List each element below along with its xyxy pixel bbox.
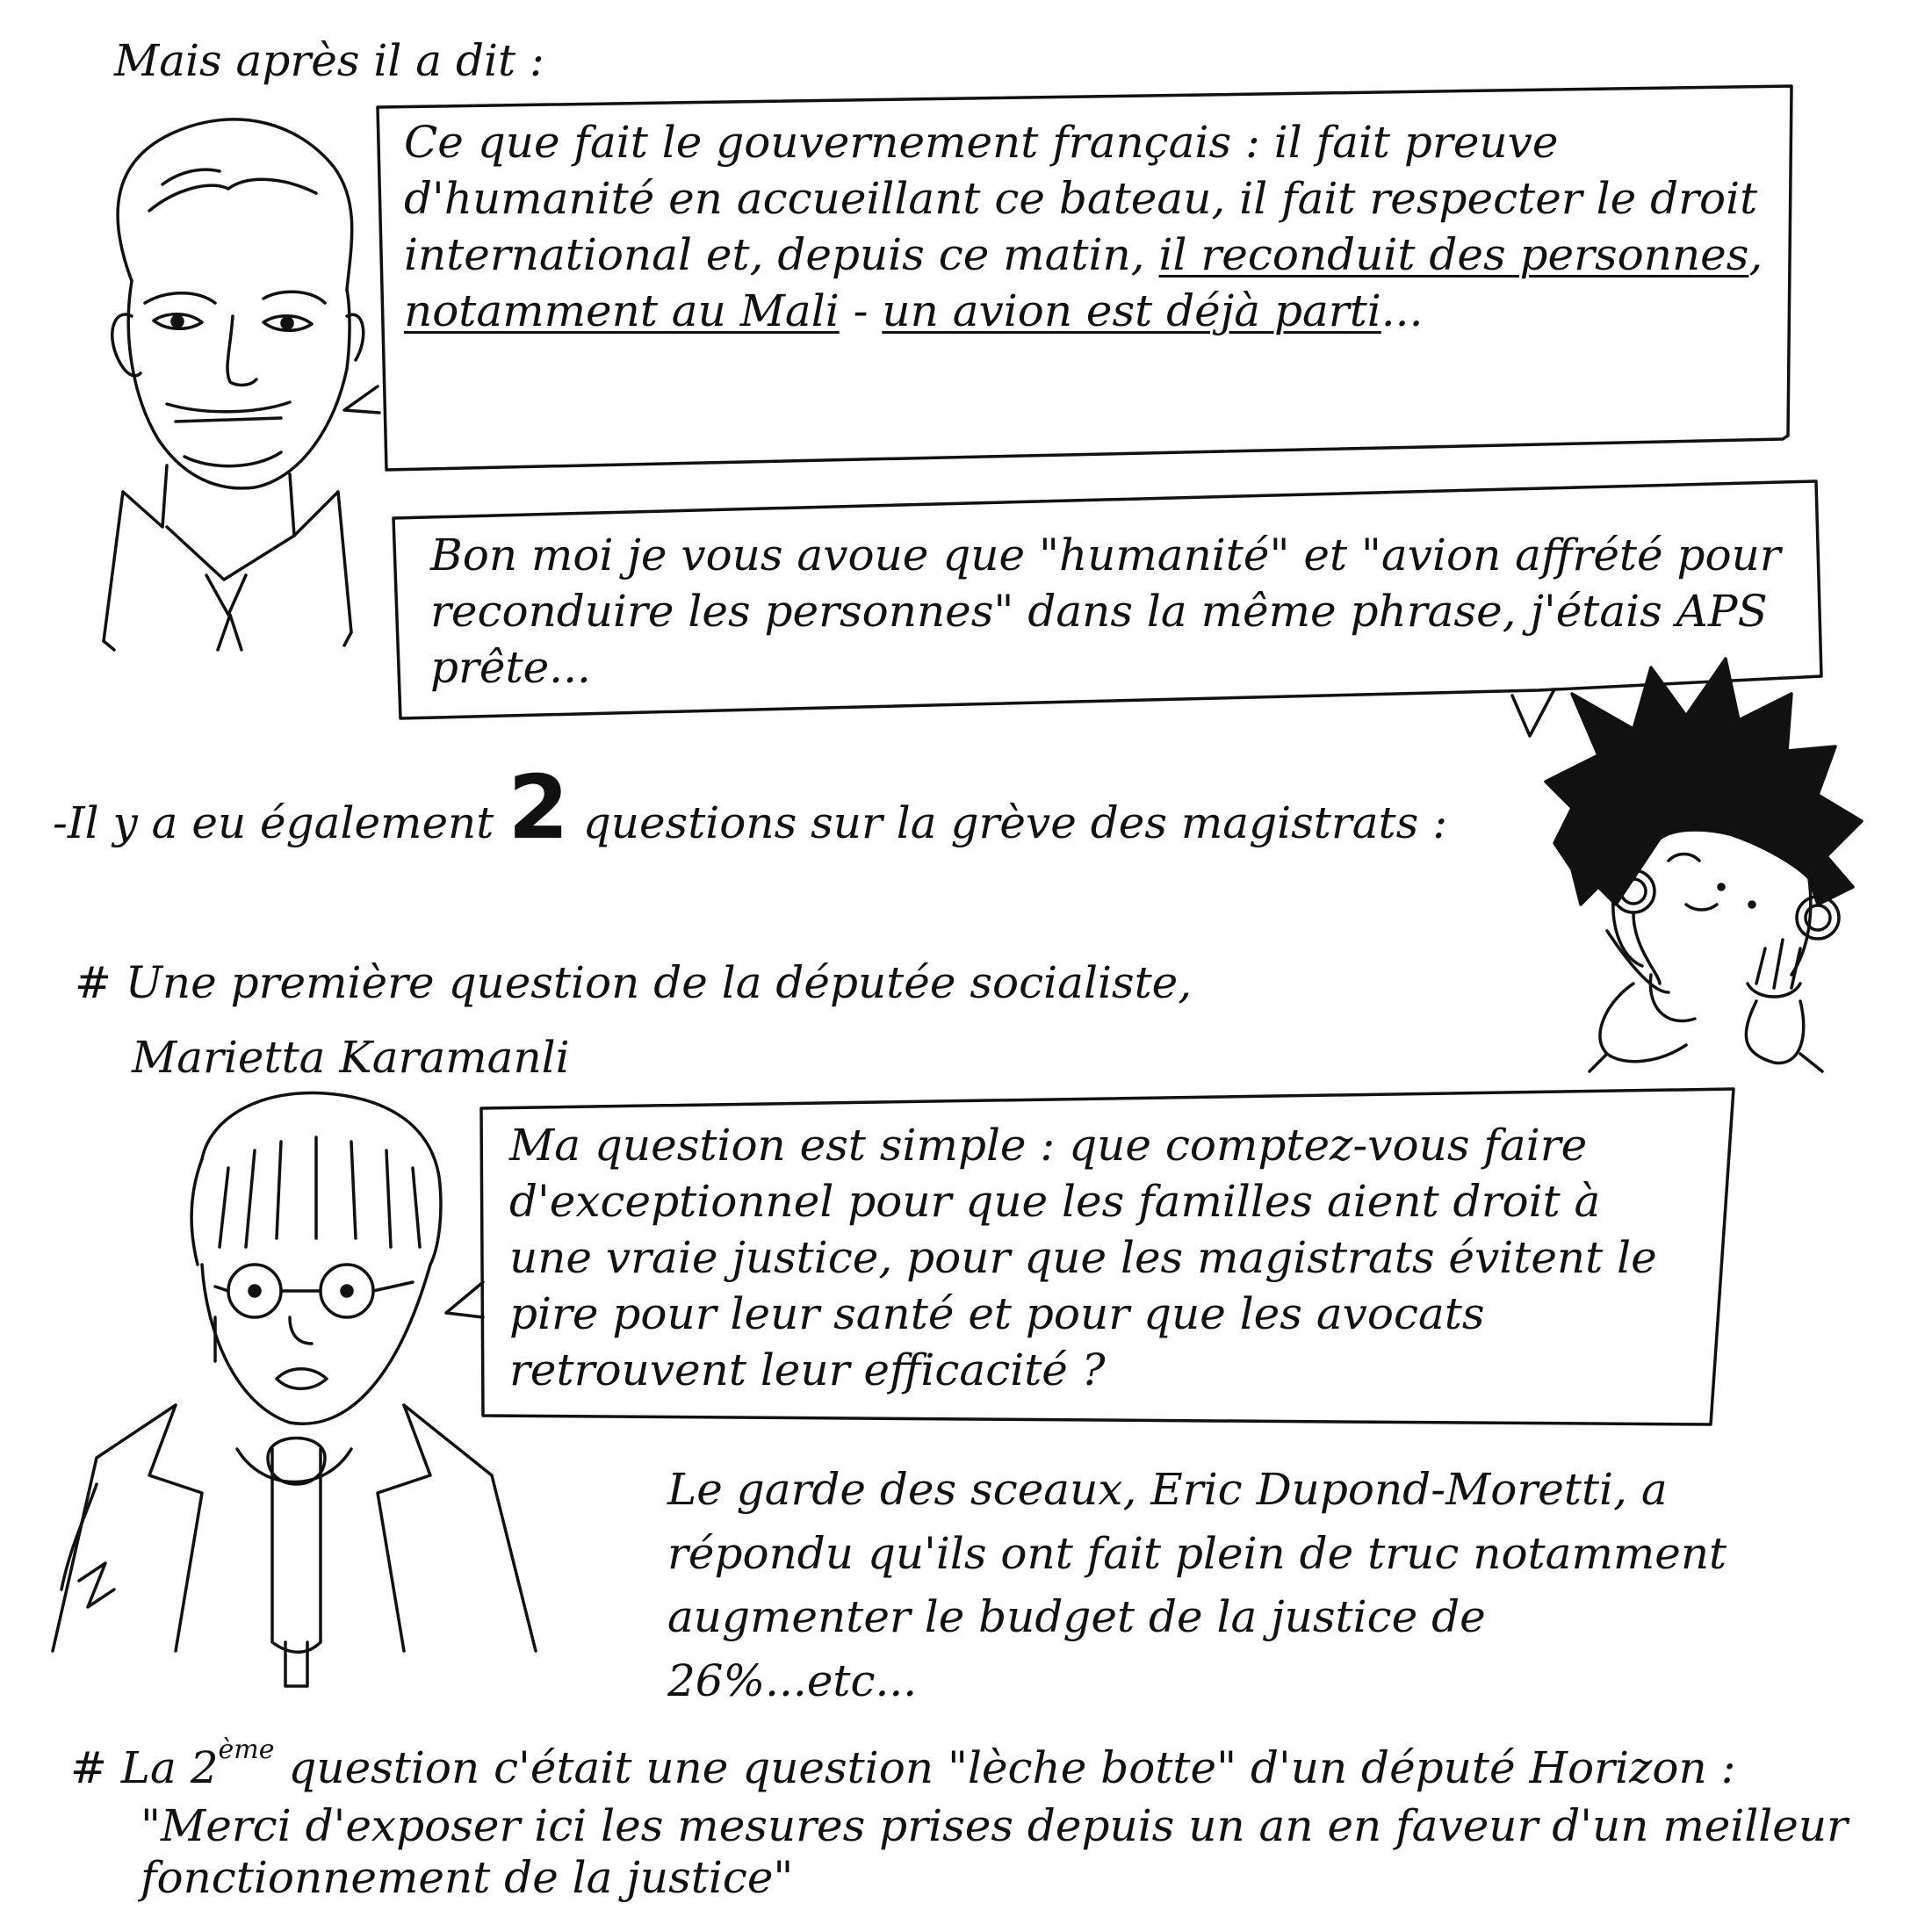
bubble-tail-minister bbox=[344, 386, 379, 413]
second-question-heading bbox=[70, 1734, 1897, 1794]
strike-paragraph bbox=[53, 756, 1502, 859]
second-question-superscript: ème bbox=[218, 1734, 275, 1765]
minister-quote-part3: - bbox=[839, 285, 883, 336]
strike-text-before: -Il y a eu également bbox=[53, 797, 494, 848]
minister-quote-underlined3: un avion est déjà parti bbox=[882, 285, 1381, 336]
bubble-tail-deputy bbox=[446, 1282, 483, 1317]
deputy-name: Marietta Karamanli bbox=[132, 1032, 570, 1083]
second-question-quote: "Merci d'exposer ici les mesures prises depuis un an en faveur d'un meilleur fonctionnement de la justice" bbox=[141, 1800, 1848, 1903]
first-question-heading: # Une première question de la députée socialiste, bbox=[75, 957, 1193, 1008]
bubble-tail-narrator bbox=[1512, 689, 1554, 736]
minister-quote-text bbox=[404, 114, 1774, 339]
second-question-rest: question c'était une question "lèche botte" d'un député Horizon : bbox=[274, 1742, 1736, 1793]
minister-quote-underlined2: notamment au Mali bbox=[404, 285, 840, 336]
strike-text-after: questions sur la grève des magistrats : bbox=[582, 797, 1448, 848]
second-question-prefix: # La 2 bbox=[70, 1742, 219, 1793]
narrator-portrait bbox=[1546, 659, 1862, 1071]
deputy-portrait bbox=[53, 1092, 536, 1686]
deputy-quote-text: Ma question est simple : que comptez-vous faire d'exceptionnel pour que les familles aient droit à une vraie justice, pour que les magistrats évitent le pire pour leur santé et pour que les avocats retrouvent leur efficacité ? bbox=[509, 1120, 1657, 1395]
minister-quote-part1: Ce que fait le gouvernement français : il fait preuve d'humanité en accueillant ce bateau, il fait respecter le droit international et, depuis ce matin, bbox=[404, 117, 1758, 280]
narrator-quote-text: Bon moi je vous avoue que "humanité" et "avion affrété pour reconduire les personnes" dans la même phrase, j'étais APS prête... bbox=[430, 530, 1781, 693]
minister-quote-underlined1: il reconduit des personnes bbox=[1158, 229, 1749, 280]
minister-quote-part4: ... bbox=[1381, 285, 1424, 336]
intro-caption: Mais après il a dit : bbox=[114, 35, 544, 86]
answer-text: Le garde des sceaux, Eric Dupond-Moretti, a répondu qu'ils ont fait plein de truc notamment augmenter le budget de la justice de 26%...etc... bbox=[667, 1464, 1727, 1706]
minister-quote-part2: , bbox=[1748, 229, 1763, 280]
strike-number: 2 bbox=[508, 756, 569, 859]
minister-portrait bbox=[104, 119, 364, 650]
